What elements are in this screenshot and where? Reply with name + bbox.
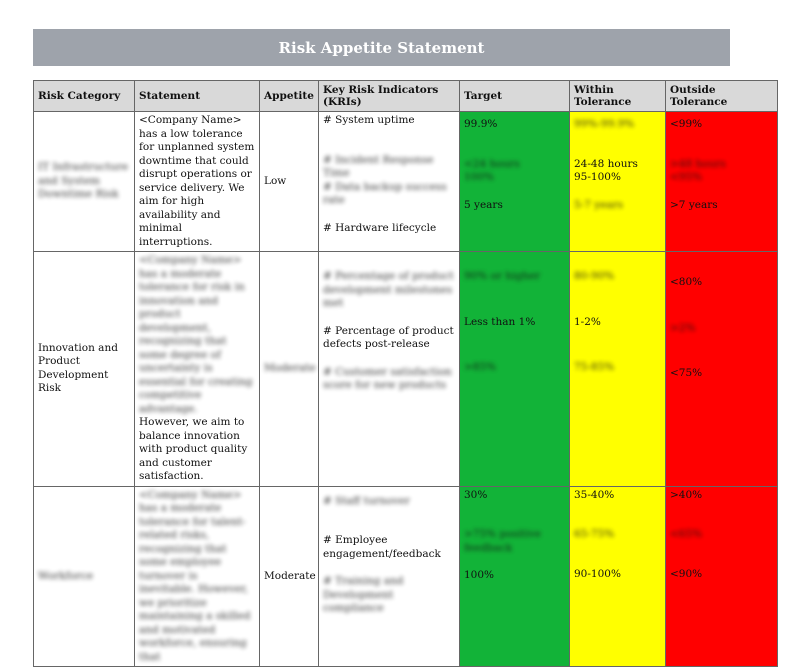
header-row — [34, 81, 778, 112]
target-value: 30% — [464, 488, 488, 501]
target-value: <24 hours — [464, 157, 520, 170]
target-cell — [460, 486, 570, 667]
target-value: 100% — [464, 569, 495, 581]
within-value: 1-2% — [574, 315, 601, 328]
header-within-tolerance: Within Tolerance — [570, 81, 666, 112]
target-cell — [460, 252, 570, 487]
appetite-text: Moderate — [264, 362, 316, 374]
target-value: 99.9% — [464, 118, 498, 130]
within-value: 65-75% — [574, 528, 615, 540]
risk-category-text: Workforce — [38, 569, 94, 582]
target-value: Less than 1% — [464, 315, 536, 328]
outside-value: <75% — [670, 367, 703, 379]
appetite-cell: Moderate — [260, 486, 319, 667]
risk-category-cell — [34, 112, 135, 252]
statement-text: <Company Name> has a low tolerance for unplanned system downtime that could disrupt operations or service delivery. We aim for high availability and minimal interruptions. — [139, 114, 255, 248]
kri-item: # Percentage of product development milestones met — [323, 270, 454, 309]
target-value: 100% — [464, 171, 495, 183]
within-value: 5-7 years — [574, 198, 624, 211]
kri-item: # Percentage of product defects post-release — [323, 324, 454, 350]
statement-cell — [135, 112, 260, 252]
statement-text-hidden: <Company Name> has a moderate tolerance for risk in innovation and product development, recognizing that some degree of uncertainty is essential for creating competitive advantage. — [139, 254, 253, 415]
outside-tolerance-cell — [666, 252, 778, 487]
within-tolerance-cell — [570, 252, 666, 487]
outside-value: <65% — [670, 528, 703, 540]
table-row — [34, 252, 778, 487]
statement-text: However, we aim to balance innovation with product quality and customer satisfaction. — [139, 416, 248, 482]
header-appetite: Appetite — [260, 81, 319, 112]
kri-item: # Incident Response Time — [323, 153, 434, 179]
outside-value: <80% — [670, 276, 703, 288]
within-value: 24-48 hours — [574, 157, 638, 170]
statement-text: <Company Name> has a moderate tolerance for talent-related risks, recognizing that some employee turnover is inevitable. However, we prioritize maintaining a skilled and motivated workforce, ensuring that — [139, 488, 251, 663]
within-value: 95-100% — [574, 171, 621, 183]
outside-value: <99% — [670, 118, 703, 130]
kri-item: # Customer satisfaction score for new products — [323, 365, 452, 391]
table-row — [34, 486, 778, 667]
risk-category-text: Innovation and Product Development Risk — [38, 341, 118, 395]
risk-appetite-table — [33, 80, 778, 667]
table-row — [34, 112, 778, 252]
outside-tolerance-cell — [666, 112, 778, 252]
header-risk-category: Risk Category — [34, 81, 135, 112]
outside-value: <90% — [670, 567, 703, 580]
target-value: >75% positive feedback — [464, 528, 541, 554]
page-title: Risk Appetite Statement — [33, 29, 730, 66]
header-kri: Key Risk Indicators (KRIs) — [319, 81, 460, 112]
target-value: >85% — [464, 361, 497, 373]
within-tolerance-cell — [570, 486, 666, 667]
appetite-cell — [260, 252, 319, 487]
target-cell — [460, 112, 570, 252]
header-target: Target — [460, 81, 570, 112]
outside-value: >2% — [670, 321, 696, 334]
target-value: 5 years — [464, 198, 503, 211]
within-tolerance-cell — [570, 112, 666, 252]
outside-value: >40% — [670, 488, 703, 501]
kri-item: # Employee engagement/feedback — [323, 534, 441, 560]
within-value: 99%-99.9% — [574, 118, 635, 130]
kri-item: # Staff turnover — [323, 494, 410, 507]
header-outside-tolerance: Outside Tolerance — [666, 81, 778, 112]
statement-cell — [135, 486, 260, 667]
within-value: 90-100% — [574, 567, 621, 580]
risk-category-cell — [34, 486, 135, 667]
risk-category-cell — [34, 252, 135, 487]
statement-cell — [135, 252, 260, 487]
kri-cell — [319, 486, 460, 667]
kri-item: # Hardware lifecycle — [323, 221, 437, 234]
kri-cell — [319, 252, 460, 487]
outside-tolerance-cell — [666, 486, 778, 667]
kri-item: # Data backup success rate — [323, 180, 447, 206]
outside-value: >7 years — [670, 198, 718, 211]
within-value: 80-90% — [574, 270, 615, 282]
within-value: 35-40% — [574, 488, 615, 501]
risk-category-text: IT Infrastructure and System Downtime Risk — [38, 161, 129, 201]
appetite-cell: Low — [260, 112, 319, 252]
kri-cell — [319, 112, 460, 252]
within-value: 75-85% — [574, 361, 615, 373]
kri-item: # System uptime — [323, 114, 415, 126]
outside-value: <95% — [670, 171, 703, 183]
header-statement: Statement — [135, 81, 260, 112]
outside-value: >48 hours — [670, 157, 726, 170]
kri-item: # Training and Development compliance — [323, 575, 404, 614]
target-value: 90% or higher — [464, 270, 541, 282]
